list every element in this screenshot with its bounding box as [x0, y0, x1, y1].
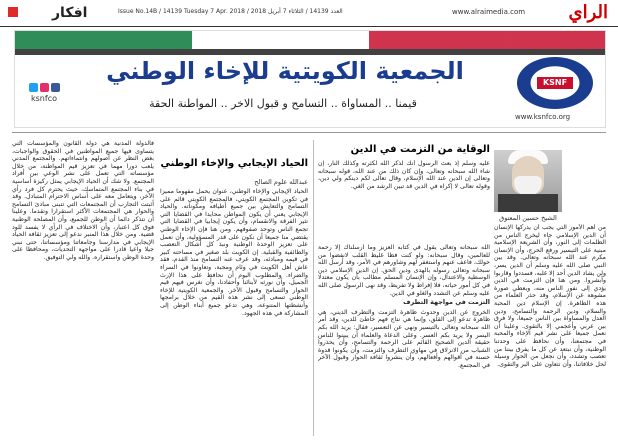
right-article-top-text: عليه وسلم إذ بعث الرسول أنك لذكر الله لكثرته وكذلك النار، إن شاء الله سبحانه وتعالى، وإن كان ذلك من عند الله، قوله سبحانه وتعالى إن الدين عند الله الإسلام، وقال تعالى لكم دينكم ولي دين، وقوله تعالى لا إكراه في الدين قد تبين الرشد من الغي. — [318, 160, 490, 190]
right-article-para-2: الخروج عن الدين وحدوث ظاهرة التزمت والتطرف الديني، هي ظاهرة تدعو إلى القلق، وإنما هي نتاج فهم خاطئ للدين، وقد أمر الله سبحانه وتعالى بالتيسير ونهى عن التعسير، فقال: يريد الله بكم اليسر ولا يريد بكم العسر. وعلى الدعاة والعلماء أن يبينوا للناس حقيقة الدين الصحيح القائم على الرحمة والتسامح، وأن يحذروا الشباب من الانزلاق في مهاوي التطرف والتزمت، وأن يكونوا قدوة حسنة في أقوالهم وأفعالهم، وأن ينشروا ثقافة الحوار وقبول الآخر في المجتمع. — [318, 308, 490, 369]
right-article-left-column — [318, 244, 490, 438]
website-link[interactable]: www.alraimedia.com — [452, 8, 526, 16]
section-title: افكار — [52, 5, 88, 21]
left-article-right-column: الحياد الإيجابي والإخاء الوطني، عنوان يحمل مفهوما مميزا في تكوين المجتمع الكويتي، فالمجتمع الكويتي قائم على التسامح والتعايش بين جميع أطيافه ومكوناته. والحياد الإيجابي يعني أن يكون المواطن محايدا في القضايا التي تثير الفرقة والانقسام، وأن يكون إيجابيا في القضايا التي تجمع الناس وتوحد صفوفهم. ومن هنا فإن الإخاء الوطني يقتضي منا جميعا أن نكون على قدر المسؤولية، وأن نعمل على تعزيز الوحدة الوطنية ونبذ كل أشكال التعصب والطائفية والقبلية. إن الكويت بلد صغير في مساحته كبير في قيمه ومبادئه، وقد عرف عنه التسامح منذ القدم، فقد عاش أهل الكويت في وئام ومحبة، وتعاونوا في السراء والضراء. والمطلوب اليوم أن نحافظ على هذا الإرث الجميل، وأن نورثه لأبنائنا وأحفادنا، وأن نغرس فيهم قيم الحوار والتسامح وقبول الآخر. والجمعية الكويتية للإخاء الوطني تسعى إلى نشر هذه القيم من خلال برامجها وأنشطتها المتنوعة، وهي تدعو جميع أبناء الوطن إلى المشاركة في هذه الجهود. — [160, 188, 308, 317]
left-article-left-column: فالدولة المدنية هي دولة القانون والمؤسسات التي يتساوى فيها جميع المواطنين في الحقوق والواجبات، بغض النظر عن أصولهم وانتماءاتهم. والمجتمع المدني يلعب دورا مهما في تعزيز قيم المواطنة، من خلال مؤسساته التي تعمل على نشر الوعي بين أفراد المجتمع. ولا شك أن الحياد الإيجابي يمثل ركيزة أساسية في بناء المجتمع المتماسك، حيث يحترم كل فرد رأي الآخر، ويتعامل معه على أساس الاحترام المتبادل. وقد أثبتت التجارب أن المجتمعات التي تتبنى مبادئ التسامح والحوار هي المجتمعات الأكثر استقرارا وتقدما. وعلينا أن نتذكر دائما أن الوطن للجميع، وأن المصلحة الوطنية فوق كل اعتبار، وأن الاختلاف في الرأي لا يفسد للود قضية. ومن خلال هذا المنبر ندعو إلى تعزيز ثقافة الحياد الإيجابي في مدارسنا وجامعاتنا ومؤسساتنا، حتى نبني جيلا واعيا قادرا على مواجهة التحديات، ومحافظا على وحدة الوطن واستقراره. والله ولي التوفيق. — [12, 140, 154, 261]
ksnf-logo — [517, 57, 593, 109]
robe-shape — [498, 194, 558, 212]
society-website: www.ksnfco.org — [515, 113, 571, 121]
society-banner — [14, 30, 606, 128]
facebook-icon — [51, 83, 60, 92]
banner-divider — [12, 132, 606, 133]
page-header — [0, 0, 618, 27]
social-handles — [19, 83, 69, 103]
right-article-right-column: من أهم الأمور التي يجب أن يدركها الإنسان أن الدين الإسلامي جاء ليخرج الناس من الظلمات إلى النور، وأن الشريعة الإسلامية مبنية على التيسير ورفع الحرج، وأن الإنسان مكرم عند الله سبحانه وتعالى. وقد بين النبي صلى الله عليه وسلم أن الدين يسر، ولن يشاد الدين أحد إلا غلبه، فسددوا وقاربوا وأبشروا. ومن هنا فإن التزمت في الدين يؤدي إلى نفور الناس منه، ويعطي صورة مشوهة عن الإسلام، وقد حذر العلماء من هذه الظاهرة. إن الإسلام دين المحبة والسلام، ودين الرحمة والتسامح، ودين العدل والمساواة بين الناس جميعا، ولا فرق بين عربي وأعجمي إلا بالتقوى. وعلينا أن نعمل جميعا على نشر قيم الإخاء والمحبة في مجتمعنا، وأن نحافظ على وحدتنا الوطنية، وأن نبتعد عن كل ما يفرق بيننا من تعصب وتشدد، وأن نجعل من الحوار وسيلة لحل خلافاتنا، وأن نتعاون على البر والتقوى. — [494, 224, 606, 368]
right-article-para: الله سبحانه وتعالى يقول في كتابه العزيز وما أرسلناك إلا رحمة للعالمين، وقال سبحانه: ولو كنت فظا غليظ القلب لانفضوا من حولك، فاعف عنهم واستغفر لهم وشاورهم في الأمر، وقد أرسل الله سبحانه وتعالى رسوله بالهدى ودين الحق. إن الدين الإسلامي دين الوسطية والاعتدال، وإن الإنسان المسلم مطالب بأن يكون معتدلا في كل أمور حياته، فلا إفراط ولا تفريط، وقد نهى الرسول صلى الله عليه وسلم عن التشدد والغلو في الدين. — [318, 244, 490, 297]
section-marker-icon — [8, 7, 18, 17]
banner-title: الجمعية الكويتية للإخاء الوطني — [106, 57, 464, 85]
twitter-icon — [29, 83, 38, 92]
issue-info: Issue No.14B / 14139 Tuesday 7 Apr. 2018 / العدد 14139 / الثلاثاء 7 أبريل 2018 — [118, 8, 343, 15]
kuwait-flag-wave — [15, 31, 605, 49]
flag-black-stripe — [15, 49, 605, 55]
ksnf-badge: KSNF — [537, 77, 573, 89]
left-article-headline: الحياد الإيجابي والإخاء الوطني — [160, 158, 308, 169]
left-article-byline: عبدالله علوم الصالح — [254, 178, 308, 186]
banner-slogan: قيمنا .. المساواة .. التسامح و قبول الاخر .. المواطنة الحقة — [149, 97, 417, 110]
right-article-headline: الوقاية من التزمت في الدين — [350, 144, 490, 155]
column-divider — [313, 140, 314, 436]
right-article-byline: الشيخ حسين المعتوق — [499, 214, 557, 222]
author-photo — [494, 150, 562, 212]
newspaper-logo: الراي — [568, 2, 608, 23]
instagram-icon — [40, 83, 49, 92]
social-handle: ksnfco — [31, 94, 57, 103]
right-article-subhead: التزمت في مواجهة التطرف — [403, 298, 490, 307]
